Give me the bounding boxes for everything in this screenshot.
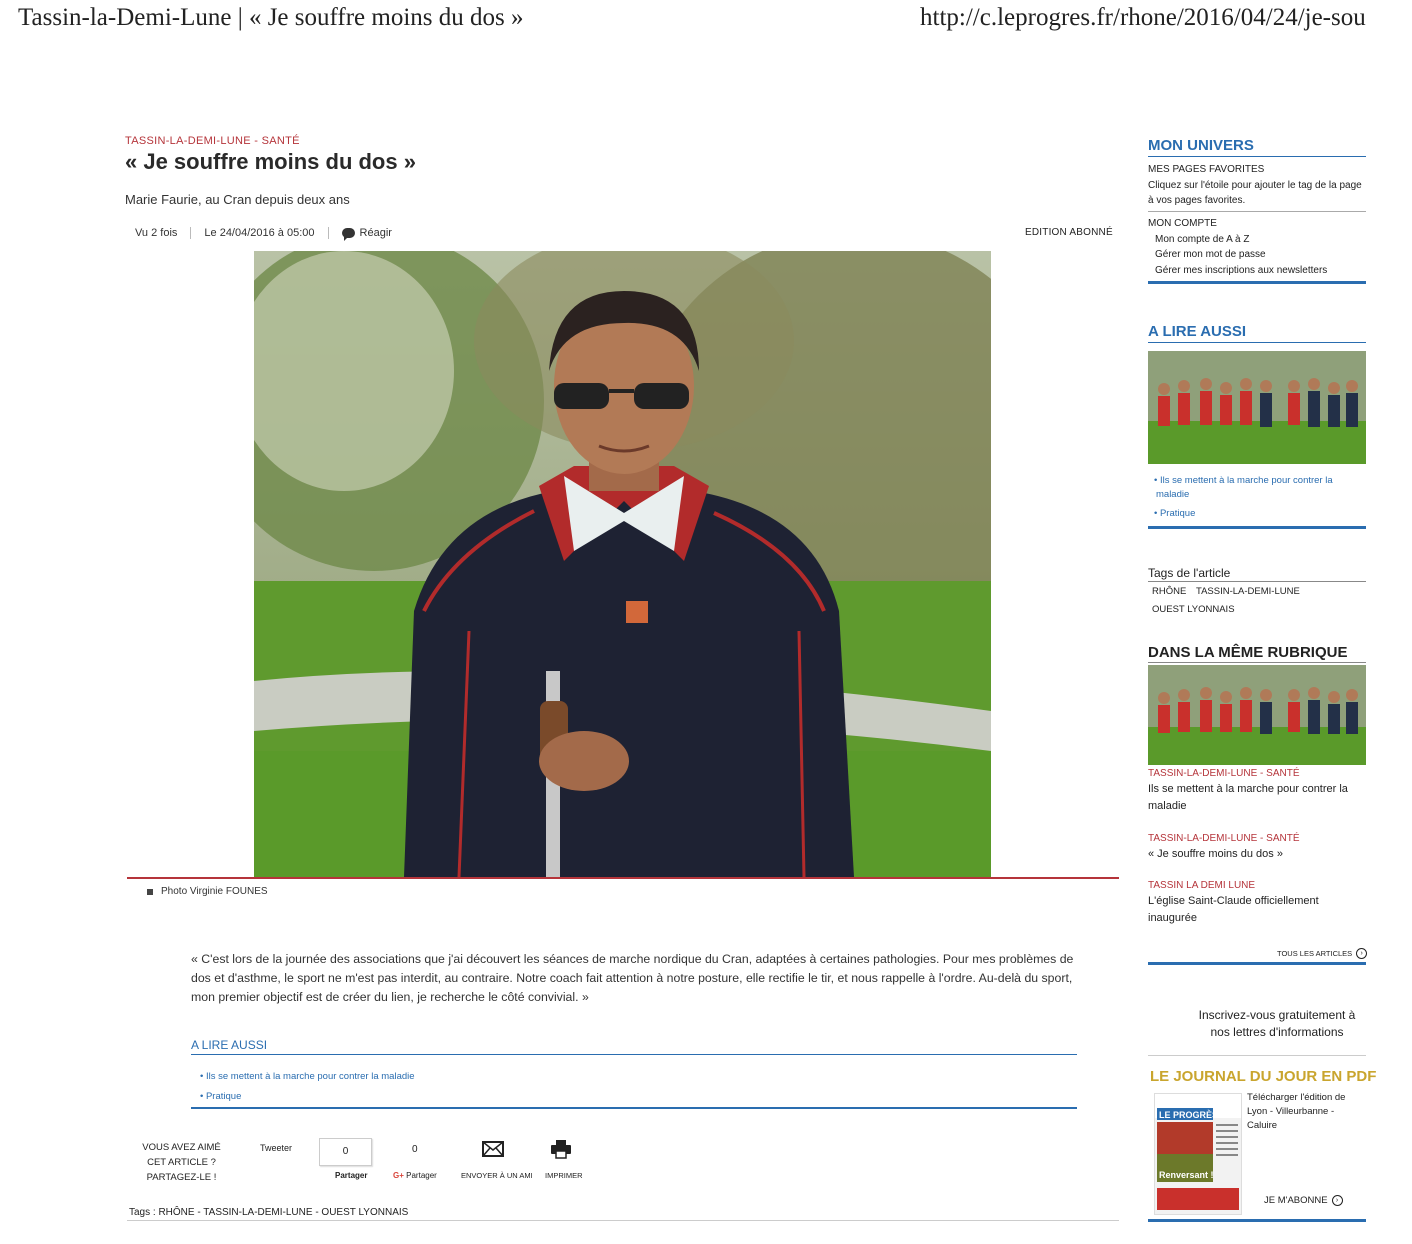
newspaper-cover-illustration — [1155, 1094, 1241, 1214]
mon-univers-title: MON UNIVERS — [1148, 137, 1254, 154]
same-section-category[interactable]: TASSIN-LA-DEMI-LUNE - SANTÉ — [1148, 768, 1300, 779]
share-prompt: VOUS AVEZ AIMÉ CET ARTICLE ? PARTAGEZ-LE ! — [142, 1142, 221, 1183]
inline-related-link[interactable]: • Pratique — [200, 1091, 242, 1102]
gplus-icon: G+ — [393, 1171, 404, 1180]
account-link-password[interactable]: Gérer mon mot de passe — [1155, 249, 1266, 260]
favorites-title: MES PAGES FAVORITES — [1148, 164, 1265, 175]
tags-divider — [1148, 581, 1366, 582]
account-link-a-z[interactable]: Mon compte de A à Z — [1155, 234, 1250, 245]
pdf-download-link[interactable]: Télécharger l'édition de Lyon - Villeurbanne - Caluire — [1247, 1092, 1346, 1131]
article-subtitle: Marie Faurie, au Cran depuis deux ans — [125, 192, 350, 207]
mon-univers-bottom-border — [1148, 281, 1366, 284]
publish-date: Le 24/04/2016 à 05:00 — [204, 227, 315, 239]
woman-portrait-illustration — [254, 251, 991, 877]
cover-headline: Renversant ! — [1159, 1170, 1214, 1180]
print-page-title: Tassin-la-Demi-Lune | « Je souffre moins du dos » — [18, 4, 524, 31]
tag-link[interactable]: TASSIN-LA-DEMI-LUNE — [1196, 586, 1300, 597]
sidebar-related-link[interactable]: • Ils se mettent à la marche pour contrer la maladie — [1154, 475, 1333, 500]
meta-divider — [328, 227, 329, 239]
react-link[interactable] — [342, 227, 392, 239]
tag-link[interactable]: OUEST LYONNAIS — [1152, 604, 1235, 615]
article-rubrique[interactable]: TASSIN-LA-DEMI-LUNE - SANTÉ — [125, 135, 300, 147]
sidebar-related-list — [1148, 474, 1366, 521]
sidebar-related-title: A LIRE AUSSI — [1148, 323, 1247, 340]
print-page-url: http://c.leprogres.fr/rhone/2016/04/24/je-sou — [920, 4, 1366, 31]
favorites-divider — [1148, 211, 1366, 212]
article-photo[interactable] — [254, 251, 991, 877]
print-button[interactable]: IMPRIMER — [545, 1171, 583, 1180]
account-link-newsletters[interactable]: Gérer mes inscriptions aux newsletters — [1155, 265, 1328, 276]
caption-square-icon — [147, 889, 153, 895]
sidebar-related-link[interactable]: • Pratique — [1154, 508, 1196, 519]
inline-related-title: A LIRE AUSSI — [191, 1038, 268, 1052]
mon-univers-divider — [1148, 156, 1366, 157]
newsletter-divider — [1148, 1055, 1366, 1056]
tweet-button[interactable]: Tweeter — [260, 1143, 293, 1153]
tags-title: Tags de l'article — [1148, 566, 1231, 580]
same-section-category[interactable]: TASSIN-LA-DEMI-LUNE - SANTÉ — [1148, 833, 1300, 844]
article-tags-footer[interactable]: Tags : RHÔNE - TASSIN-LA-DEMI-LUNE - OUEST LYONNAIS — [129, 1207, 409, 1218]
inline-related-divider — [191, 1054, 1077, 1055]
same-section-category[interactable]: TASSIN LA DEMI LUNE — [1148, 880, 1256, 891]
gplus-share-button[interactable]: G+ Partager — [393, 1171, 437, 1180]
edition-badge: EDITION ABONNÉ — [1025, 227, 1113, 238]
inline-related-link[interactable]: • Ils se mettent à la marche pour contrer la maladie — [200, 1071, 415, 1082]
account-title: MON COMPTE — [1148, 218, 1217, 229]
envelope-icon[interactable] — [482, 1141, 504, 1157]
same-section-article-link[interactable]: L'église Saint-Claude officiellement inaugurée — [1148, 895, 1319, 924]
sidebar-related-divider — [1148, 342, 1366, 343]
article-headline: « Je souffre moins du dos » — [125, 149, 416, 174]
caption-text: Photo Virginie FOUNES — [161, 886, 268, 897]
same-section-divider — [1148, 662, 1366, 663]
inline-related-bottom-border — [191, 1107, 1077, 1109]
facebook-share-button[interactable]: Partager — [335, 1171, 368, 1180]
view-count: Vu 2 fois — [135, 227, 178, 239]
sidebar-related-bottom-border — [1148, 526, 1366, 529]
related-thumbnail[interactable] — [1148, 351, 1366, 464]
same-section-thumbnail[interactable] — [1148, 665, 1366, 765]
react-label: Réagir — [359, 227, 392, 239]
arrow-right-icon: › — [1332, 1195, 1343, 1206]
cover-masthead: LE PROGRÈS — [1159, 1110, 1219, 1120]
arrow-right-icon: › — [1356, 948, 1367, 959]
comment-bubble-icon — [342, 228, 355, 238]
group-walkers-illustration — [1148, 665, 1366, 765]
subscribe-link[interactable]: JE M'ABONNE › — [1264, 1195, 1343, 1206]
article-meta — [135, 227, 392, 239]
meta-divider — [190, 227, 191, 239]
group-walkers-illustration — [1148, 351, 1366, 464]
all-articles-link[interactable]: TOUS LES ARTICLES › — [1277, 948, 1367, 959]
gplus-share-count: 0 — [412, 1144, 418, 1155]
footer-divider — [127, 1220, 1119, 1221]
printer-icon[interactable] — [550, 1139, 572, 1159]
pdf-bottom-border — [1148, 1219, 1366, 1222]
favorites-text: Cliquez sur l'étoile pour ajouter le tag de la page à vos pages favorites. — [1148, 180, 1362, 206]
photo-underline — [127, 877, 1119, 879]
photo-caption — [147, 886, 268, 897]
same-section-article-link[interactable]: « Je souffre moins du dos » — [1148, 848, 1283, 860]
email-friend-button[interactable]: ENVOYER À UN AMI — [461, 1171, 533, 1180]
article-body: « C'est lors de la journée des associations que j'ai découvert les séances de marche nordique du Cran, adaptées à certaines pathologies. Pour mes problèmes de dos et d'asthme, le sport ne m'est pas interdit, au contraire. Notre coach fait attention à notre posture, elle rectifie le tir, et nous rappelle à l'ordre. Au-delà du sport, mon premier objectif est de créer du lien, je recherche le côté convivial. » — [191, 952, 1074, 1004]
newsletter-signup[interactable]: Inscrivez-vous gratuitement à nos lettres d'informations — [1198, 1008, 1356, 1039]
same-section-bottom-border — [1148, 962, 1366, 965]
tag-link[interactable]: RHÔNE — [1152, 586, 1187, 597]
same-section-article-link[interactable]: Ils se mettent à la marche pour contrer la maladie — [1148, 783, 1348, 812]
newspaper-cover[interactable] — [1154, 1093, 1242, 1215]
facebook-share-count: 0 — [319, 1138, 372, 1166]
pdf-title: LE JOURNAL DU JOUR EN PDF — [1150, 1068, 1377, 1085]
inline-related-list — [200, 1067, 415, 1107]
same-section-title: DANS LA MÊME RUBRIQUE — [1148, 644, 1348, 661]
